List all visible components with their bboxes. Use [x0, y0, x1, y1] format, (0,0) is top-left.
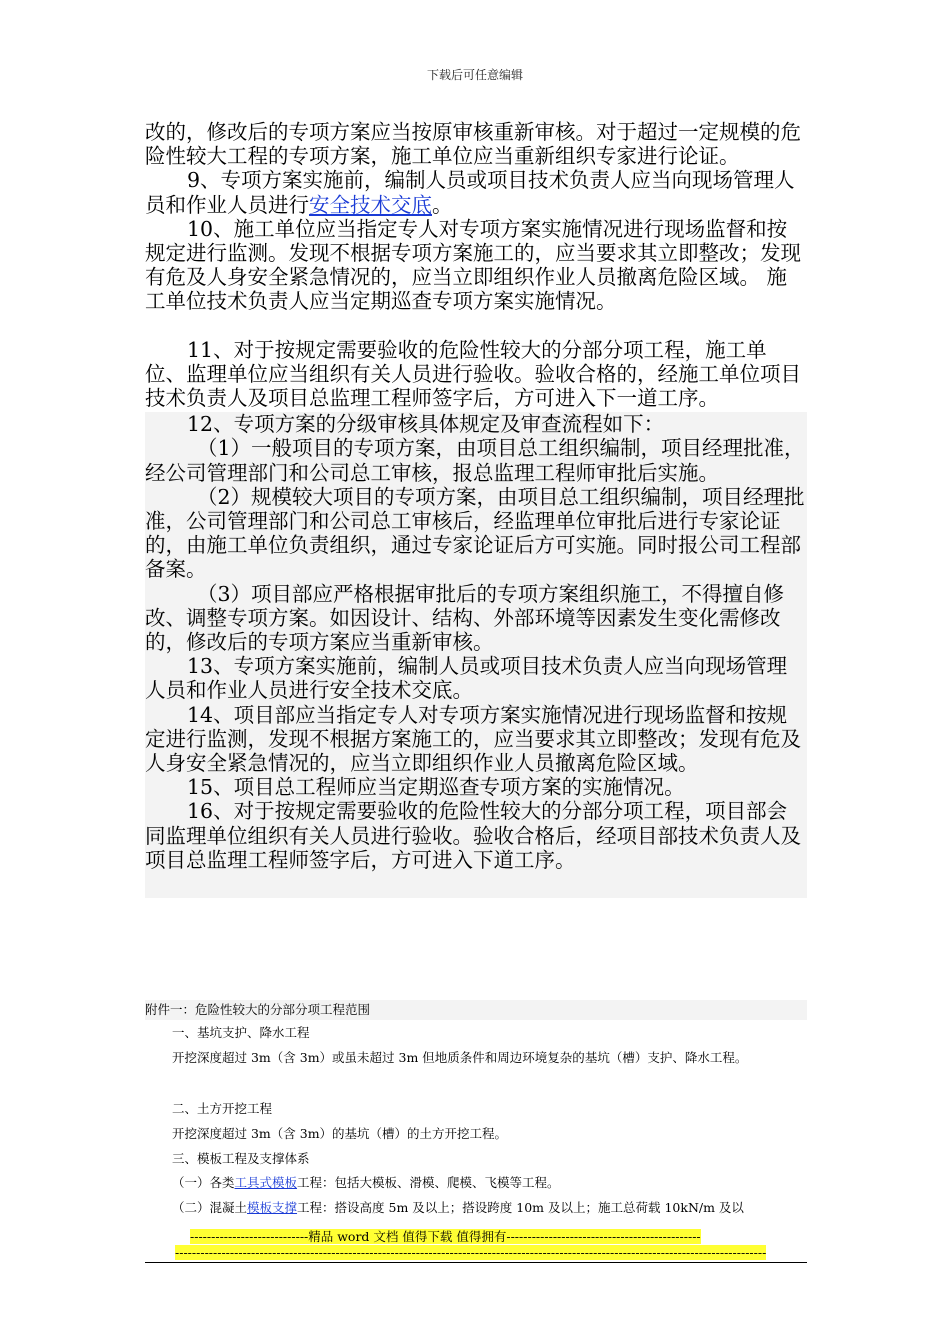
paragraph-12-3: （3）项目部应严格根据审批后的专项方案组织施工，不得擅自修改、调整专项方案。如因设计、结构、外部环境等因素发生变化需修改的，修改后的专项方案应当重新审核。 [145, 581, 785, 655]
section-1-title: 一、基坑支护、降水工程 [172, 1025, 310, 1040]
section-1-text: 开挖深度超过 3m（含 3m）或虽未超过 3m 但地质条件和周边环境复杂的基坑（槽）支护、降水工程。 [172, 1050, 748, 1065]
paragraph-9 [145, 168, 807, 216]
section-3-item-2-text: 工程：搭设高度 5m 及以上；搭设跨度 10m 及以上；施工总荷载 10kN/m 及以 [297, 1200, 744, 1215]
paragraph-10: 10、施工单位应当指定专人对专项方案实施情况进行现场监督和按规定进行监测。发现不根据专项方案施工的，应当要求其立即整改；发现有危及人身安全紧急情况的，应当立即组织作业人员撤离危险区域。 施工单位技术负责人应当定期巡查专项方案实施情况。 [145, 216, 801, 314]
footer-rule [145, 1262, 807, 1263]
paragraph-11: 11、对于按规定需要验收的危险性较大的分部分项工程，施工单位、监理单位应当组织有关人员进行验收。验收合格的，经施工单位项目技术负责人及项目总监理工程师签字后，方可进入下一道工序。 [145, 337, 801, 411]
paragraph-12-2: （2）规模较大项目的专项方案，由项目总工组织编制，项目经理批准，公司管理部门和公司总工审核后，经监理单位审批后进行专家论证的，由施工单位负责组织，通过专家论证后方可实施。同时报公司工程部备案。 [145, 484, 805, 582]
paragraph-9-text: 9、专项方案实施前，编制人员或项目技术负责人应当向现场管理人员和作业人员进行 [145, 168, 795, 217]
footer-dashes: -------------------------------------------------------------------------------------------------------------------------------------------- [175, 1245, 767, 1260]
paragraph-13: 13、专项方案实施前，编制人员或项目技术负责人应当向现场管理人员和作业人员进行安全技术交底。 [145, 654, 788, 703]
footer-banner: ----------------------------精品 word 文档 值得下载 值得拥有---------------------------------------------- [190, 1229, 701, 1244]
shaded-section [145, 412, 807, 898]
section-3-item-1-prefix: （一）各类 [172, 1175, 235, 1190]
section-3-title: 三、模板工程及支撑体系 [172, 1151, 310, 1166]
paragraph-16: 16、对于按规定需要验收的危险性较大的分部分项工程，项目部会同监理单位组织有关人员进行验收。验收合格后，经项目部技术负责人及项目总监理工程师签字后，方可进入下道工序。 [145, 799, 801, 872]
document-body [145, 120, 807, 898]
appendix-title: 附件一：危险性较大的分部分项工程范围 [145, 1000, 807, 1020]
section-2-text: 开挖深度超过 3m（含 3m）的基坑（槽）的土方开挖工程。 [172, 1126, 508, 1141]
paragraph-continued: 改的，修改后的专项方案应当按原审核重新审核。对于超过一定规模的危险性较大工程的专项方案，施工单位应当重新组织专家进行论证。 [145, 120, 801, 169]
section-3-item-2 [172, 1201, 812, 1215]
section-3-item-1-text: 工程：包括大模板、滑模、爬模、飞模等工程。 [297, 1175, 560, 1190]
section-3-item-1 [172, 1176, 862, 1190]
safety-briefing-link[interactable]: 安全技术交底 [309, 192, 432, 217]
paragraph-12: 12、专项方案的分级审核具体规定及审查流程如下： [187, 412, 665, 437]
formwork-support-link[interactable]: 模板支撑 [247, 1200, 298, 1215]
tool-formwork-link[interactable]: 工具式模板 [234, 1175, 298, 1190]
paragraph-9-end: 。 [432, 192, 453, 217]
paragraph-15: 15、项目总工程师应当定期巡查专项方案的实施情况。 [187, 775, 685, 800]
paragraph-12-1: （1）一般项目的专项方案，由项目总工组织编制，项目经理批准，经公司管理部门和公司总工审核，报总监理工程师审批后实施。 [145, 436, 805, 485]
section-2-title: 二、土方开挖工程 [172, 1101, 273, 1116]
section-3-item-2-prefix: （二）混凝土 [172, 1200, 248, 1215]
page-header: 下载后可任意编辑 [426, 68, 523, 82]
paragraph-14: 14、项目部应当指定专人对专项方案实施情况进行现场监督和按规定进行监测，发现不根据方案施工的，应当要求其立即整改；发现有危及人身安全紧急情况的，应当立即组织作业人员撤离危险区域。 [145, 702, 801, 776]
